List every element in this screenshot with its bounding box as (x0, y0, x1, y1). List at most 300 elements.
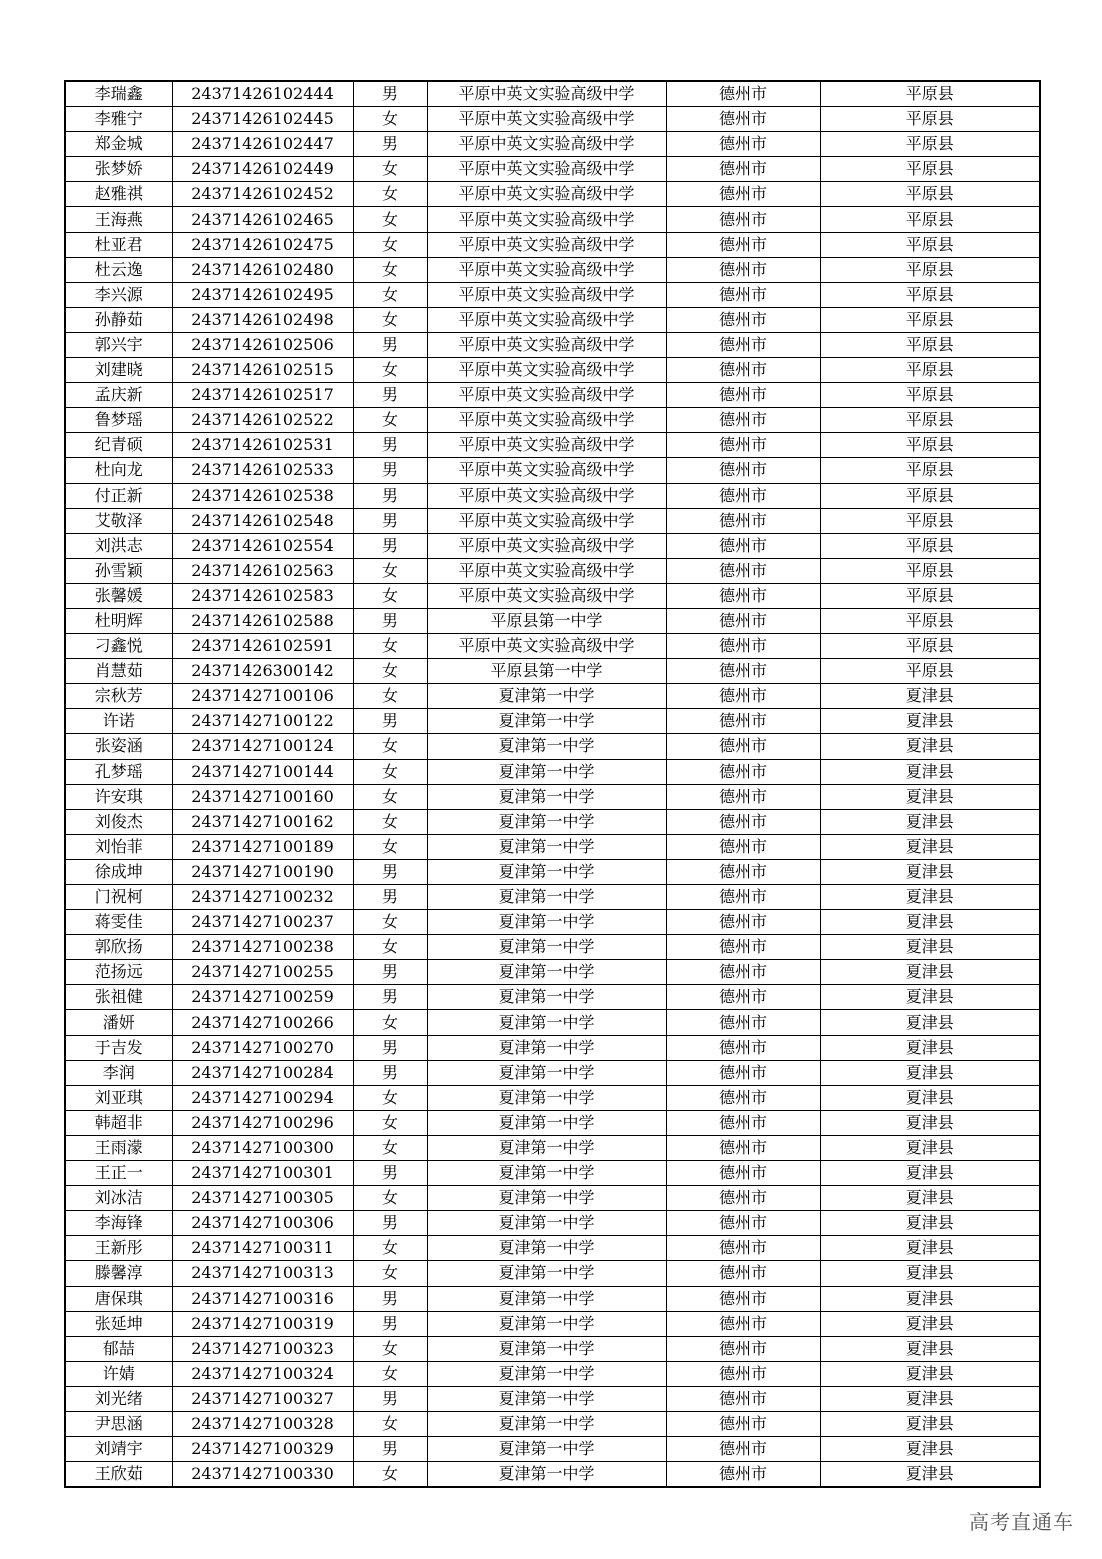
name-cell: 刘光绪 (65, 1386, 172, 1411)
name-cell: 孙静茹 (65, 307, 172, 332)
school-cell: 夏津第一中学 (427, 1386, 666, 1411)
county-cell: 夏津县 (820, 859, 1040, 884)
gender-cell: 女 (353, 1261, 427, 1286)
name-cell: 孙雪颖 (65, 558, 172, 583)
exam-number-cell: 24371427100313 (172, 1261, 353, 1286)
table-row (65, 1336, 1040, 1361)
county-cell: 夏津县 (820, 1236, 1040, 1261)
school-cell: 平原中英文实验高级中学 (427, 332, 666, 357)
school-cell: 平原中英文实验高级中学 (427, 81, 666, 107)
county-cell: 平原县 (820, 659, 1040, 684)
school-cell: 夏津第一中学 (427, 734, 666, 759)
gender-cell: 女 (353, 784, 427, 809)
gender-cell: 女 (353, 1186, 427, 1211)
county-cell: 平原县 (820, 583, 1040, 608)
gender-cell: 男 (353, 1437, 427, 1462)
city-cell: 德州市 (666, 608, 820, 633)
city-cell: 德州市 (666, 207, 820, 232)
city-cell: 德州市 (666, 282, 820, 307)
school-cell: 夏津第一中学 (427, 1261, 666, 1286)
gender-cell: 男 (353, 608, 427, 633)
city-cell: 德州市 (666, 533, 820, 558)
exam-number-cell: 24371426102506 (172, 332, 353, 357)
school-cell: 平原中英文实验高级中学 (427, 207, 666, 232)
exam-number-cell: 24371426102591 (172, 634, 353, 659)
county-cell: 平原县 (820, 81, 1040, 107)
exam-number-cell: 24371427100189 (172, 834, 353, 859)
gender-cell: 男 (353, 709, 427, 734)
school-cell: 平原中英文实验高级中学 (427, 433, 666, 458)
exam-number-cell: 24371427100330 (172, 1462, 353, 1488)
city-cell: 德州市 (666, 81, 820, 107)
gender-cell: 女 (353, 1236, 427, 1261)
city-cell: 德州市 (666, 1010, 820, 1035)
table-row (65, 508, 1040, 533)
gender-cell: 男 (353, 508, 427, 533)
county-cell: 夏津县 (820, 1186, 1040, 1211)
name-cell: 蒋雯佳 (65, 910, 172, 935)
county-cell: 夏津县 (820, 1035, 1040, 1060)
exam-number-cell: 24371427100305 (172, 1186, 353, 1211)
exam-number-cell: 24371426300142 (172, 659, 353, 684)
city-cell: 德州市 (666, 1462, 820, 1488)
city-cell: 德州市 (666, 1336, 820, 1361)
table-row (65, 107, 1040, 132)
name-cell: 张延坤 (65, 1311, 172, 1336)
county-cell: 夏津县 (820, 1010, 1040, 1035)
watermark-text: 高考直通车 (969, 1510, 1074, 1534)
exam-number-cell: 24371426102444 (172, 81, 353, 107)
table-row (65, 1361, 1040, 1386)
exam-number-cell: 24371427100306 (172, 1211, 353, 1236)
county-cell: 夏津县 (820, 1437, 1040, 1462)
name-cell: 杜向龙 (65, 458, 172, 483)
table-row (65, 809, 1040, 834)
table-row (65, 207, 1040, 232)
city-cell: 德州市 (666, 558, 820, 583)
name-cell: 付正新 (65, 483, 172, 508)
gender-cell: 男 (353, 81, 427, 107)
gender-cell: 女 (353, 232, 427, 257)
gender-cell: 女 (353, 282, 427, 307)
exam-number-cell: 24371426102480 (172, 257, 353, 282)
exam-number-cell: 24371427100284 (172, 1060, 353, 1085)
county-cell: 夏津县 (820, 960, 1040, 985)
name-cell: 郭欣扬 (65, 935, 172, 960)
table-row (65, 383, 1040, 408)
name-cell: 纪青硕 (65, 433, 172, 458)
city-cell: 德州市 (666, 734, 820, 759)
school-cell: 夏津第一中学 (427, 1311, 666, 1336)
school-cell: 平原中英文实验高级中学 (427, 408, 666, 433)
gender-cell: 男 (353, 383, 427, 408)
name-cell: 张梦娇 (65, 157, 172, 182)
table-row (65, 1010, 1040, 1035)
county-cell: 夏津县 (820, 834, 1040, 859)
name-cell: 徐成坤 (65, 859, 172, 884)
school-cell: 夏津第一中学 (427, 1161, 666, 1186)
city-cell: 德州市 (666, 1311, 820, 1336)
school-cell: 平原中英文实验高级中学 (427, 157, 666, 182)
name-cell: 刘亚琪 (65, 1085, 172, 1110)
school-cell: 平原中英文实验高级中学 (427, 132, 666, 157)
city-cell: 德州市 (666, 935, 820, 960)
school-cell: 平原中英文实验高级中学 (427, 558, 666, 583)
county-cell: 平原县 (820, 458, 1040, 483)
county-cell: 平原县 (820, 332, 1040, 357)
city-cell: 德州市 (666, 458, 820, 483)
name-cell: 孟庆新 (65, 383, 172, 408)
name-cell: 杜亚君 (65, 232, 172, 257)
county-cell: 夏津县 (820, 1135, 1040, 1160)
city-cell: 德州市 (666, 107, 820, 132)
exam-number-cell: 24371427100328 (172, 1411, 353, 1436)
gender-cell: 女 (353, 659, 427, 684)
gender-cell: 女 (353, 1336, 427, 1361)
city-cell: 德州市 (666, 132, 820, 157)
county-cell: 平原县 (820, 508, 1040, 533)
city-cell: 德州市 (666, 1286, 820, 1311)
county-cell: 夏津县 (820, 1286, 1040, 1311)
table-row (65, 1437, 1040, 1462)
school-cell: 平原中英文实验高级中学 (427, 257, 666, 282)
school-cell: 平原中英文实验高级中学 (427, 383, 666, 408)
city-cell: 德州市 (666, 157, 820, 182)
city-cell: 德州市 (666, 1186, 820, 1211)
exam-number-cell: 24371427100294 (172, 1085, 353, 1110)
school-cell: 平原中英文实验高级中学 (427, 182, 666, 207)
school-cell: 夏津第一中学 (427, 784, 666, 809)
gender-cell: 女 (353, 408, 427, 433)
table-row (65, 634, 1040, 659)
exam-number-cell: 24371427100238 (172, 935, 353, 960)
exam-number-cell: 24371426102583 (172, 583, 353, 608)
exam-number-cell: 24371427100329 (172, 1437, 353, 1462)
table-row (65, 985, 1040, 1010)
name-cell: 刘俊杰 (65, 809, 172, 834)
county-cell: 夏津县 (820, 1161, 1040, 1186)
table-row (65, 709, 1040, 734)
name-cell: 赵雅祺 (65, 182, 172, 207)
exam-number-cell: 24371426102495 (172, 282, 353, 307)
exam-number-cell: 24371426102588 (172, 608, 353, 633)
county-cell: 夏津县 (820, 1110, 1040, 1135)
gender-cell: 女 (353, 1462, 427, 1488)
table-row (65, 433, 1040, 458)
table-row (65, 960, 1040, 985)
name-cell: 李兴源 (65, 282, 172, 307)
table-row (65, 282, 1040, 307)
table-row (65, 1261, 1040, 1286)
table-row (65, 132, 1040, 157)
gender-cell: 女 (353, 107, 427, 132)
city-cell: 德州市 (666, 1211, 820, 1236)
table-row (65, 483, 1040, 508)
county-cell: 夏津县 (820, 809, 1040, 834)
county-cell: 夏津县 (820, 935, 1040, 960)
school-cell: 夏津第一中学 (427, 960, 666, 985)
city-cell: 德州市 (666, 1110, 820, 1135)
exam-number-cell: 24371426102498 (172, 307, 353, 332)
school-cell: 平原中英文实验高级中学 (427, 458, 666, 483)
city-cell: 德州市 (666, 1361, 820, 1386)
city-cell: 德州市 (666, 659, 820, 684)
county-cell: 夏津县 (820, 784, 1040, 809)
school-cell: 夏津第一中学 (427, 834, 666, 859)
school-cell: 夏津第一中学 (427, 1060, 666, 1085)
name-cell: 刘怡菲 (65, 834, 172, 859)
city-cell: 德州市 (666, 885, 820, 910)
city-cell: 德州市 (666, 859, 820, 884)
city-cell: 德州市 (666, 1161, 820, 1186)
school-cell: 平原中英文实验高级中学 (427, 483, 666, 508)
exam-number-cell: 24371426102445 (172, 107, 353, 132)
city-cell: 德州市 (666, 910, 820, 935)
gender-cell: 女 (353, 583, 427, 608)
school-cell: 夏津第一中学 (427, 1411, 666, 1436)
name-cell: 李海锋 (65, 1211, 172, 1236)
name-cell: 肖慧茹 (65, 659, 172, 684)
name-cell: 于吉发 (65, 1035, 172, 1060)
city-cell: 德州市 (666, 232, 820, 257)
name-cell: 王正一 (65, 1161, 172, 1186)
city-cell: 德州市 (666, 1035, 820, 1060)
school-cell: 夏津第一中学 (427, 1437, 666, 1462)
county-cell: 夏津县 (820, 1085, 1040, 1110)
name-cell: 郑金城 (65, 132, 172, 157)
school-cell: 平原中英文实验高级中学 (427, 634, 666, 659)
name-cell: 王新彤 (65, 1236, 172, 1261)
city-cell: 德州市 (666, 307, 820, 332)
school-cell: 平原中英文实验高级中学 (427, 358, 666, 383)
city-cell: 德州市 (666, 358, 820, 383)
roster-table (64, 80, 1041, 1488)
county-cell: 夏津县 (820, 910, 1040, 935)
table-row (65, 358, 1040, 383)
school-cell: 夏津第一中学 (427, 859, 666, 884)
school-cell: 夏津第一中学 (427, 1110, 666, 1135)
gender-cell: 男 (353, 1311, 427, 1336)
gender-cell: 男 (353, 1035, 427, 1060)
name-cell: 刁鑫悦 (65, 634, 172, 659)
city-cell: 德州市 (666, 1085, 820, 1110)
city-cell: 德州市 (666, 684, 820, 709)
county-cell: 夏津县 (820, 1336, 1040, 1361)
gender-cell: 女 (353, 182, 427, 207)
exam-number-cell: 24371427100124 (172, 734, 353, 759)
city-cell: 德州市 (666, 1386, 820, 1411)
gender-cell: 女 (353, 684, 427, 709)
county-cell: 平原县 (820, 383, 1040, 408)
name-cell: 韩超非 (65, 1110, 172, 1135)
roster-table-body (65, 81, 1040, 1487)
school-cell: 平原中英文实验高级中学 (427, 508, 666, 533)
exam-number-cell: 24371426102522 (172, 408, 353, 433)
gender-cell: 男 (353, 1161, 427, 1186)
gender-cell: 男 (353, 533, 427, 558)
school-cell: 夏津第一中学 (427, 985, 666, 1010)
table-row (65, 1462, 1040, 1488)
county-cell: 夏津县 (820, 985, 1040, 1010)
city-cell: 德州市 (666, 483, 820, 508)
exam-number-cell: 24371426102449 (172, 157, 353, 182)
city-cell: 德州市 (666, 809, 820, 834)
county-cell: 平原县 (820, 608, 1040, 633)
exam-number-cell: 24371426102563 (172, 558, 353, 583)
table-row (65, 1085, 1040, 1110)
school-cell: 平原中英文实验高级中学 (427, 107, 666, 132)
table-row (65, 81, 1040, 107)
exam-number-cell: 24371426102554 (172, 533, 353, 558)
exam-number-cell: 24371426102538 (172, 483, 353, 508)
name-cell: 刘建晓 (65, 358, 172, 383)
name-cell: 潘妍 (65, 1010, 172, 1035)
gender-cell: 女 (353, 207, 427, 232)
city-cell: 德州市 (666, 1060, 820, 1085)
city-cell: 德州市 (666, 257, 820, 282)
county-cell: 平原县 (820, 207, 1040, 232)
gender-cell: 男 (353, 132, 427, 157)
school-cell: 平原中英文实验高级中学 (427, 232, 666, 257)
table-row (65, 182, 1040, 207)
name-cell: 李瑞鑫 (65, 81, 172, 107)
gender-cell: 女 (353, 157, 427, 182)
exam-number-cell: 24371426102533 (172, 458, 353, 483)
county-cell: 平原县 (820, 408, 1040, 433)
gender-cell: 女 (353, 358, 427, 383)
exam-number-cell: 24371427100319 (172, 1311, 353, 1336)
county-cell: 夏津县 (820, 709, 1040, 734)
gender-cell: 男 (353, 483, 427, 508)
gender-cell: 男 (353, 1060, 427, 1085)
county-cell: 夏津县 (820, 885, 1040, 910)
county-cell: 平原县 (820, 307, 1040, 332)
name-cell: 许诺 (65, 709, 172, 734)
school-cell: 夏津第一中学 (427, 1336, 666, 1361)
school-cell: 平原县第一中学 (427, 608, 666, 633)
table-row (65, 1110, 1040, 1135)
county-cell: 夏津县 (820, 1361, 1040, 1386)
name-cell: 刘靖宇 (65, 1437, 172, 1462)
table-row (65, 1411, 1040, 1436)
school-cell: 平原中英文实验高级中学 (427, 583, 666, 608)
school-cell: 夏津第一中学 (427, 1186, 666, 1211)
school-cell: 夏津第一中学 (427, 709, 666, 734)
name-cell: 张馨媛 (65, 583, 172, 608)
name-cell: 唐保琪 (65, 1286, 172, 1311)
gender-cell: 女 (353, 1361, 427, 1386)
name-cell: 刘冰洁 (65, 1186, 172, 1211)
gender-cell: 男 (353, 433, 427, 458)
county-cell: 夏津县 (820, 1060, 1040, 1085)
gender-cell: 女 (353, 1411, 427, 1436)
exam-number-cell: 24371426102548 (172, 508, 353, 533)
table-row (65, 1236, 1040, 1261)
school-cell: 夏津第一中学 (427, 1135, 666, 1160)
city-cell: 德州市 (666, 182, 820, 207)
exam-number-cell: 24371427100327 (172, 1386, 353, 1411)
county-cell: 平原县 (820, 232, 1040, 257)
city-cell: 德州市 (666, 960, 820, 985)
city-cell: 德州市 (666, 383, 820, 408)
school-cell: 夏津第一中学 (427, 935, 666, 960)
gender-cell: 男 (353, 859, 427, 884)
name-cell: 许婧 (65, 1361, 172, 1386)
name-cell: 艾敬泽 (65, 508, 172, 533)
table-row (65, 1311, 1040, 1336)
school-cell: 夏津第一中学 (427, 684, 666, 709)
gender-cell: 男 (353, 960, 427, 985)
gender-cell: 男 (353, 985, 427, 1010)
exam-number-cell: 24371427100301 (172, 1161, 353, 1186)
county-cell: 平原县 (820, 558, 1040, 583)
gender-cell: 男 (353, 1286, 427, 1311)
city-cell: 德州市 (666, 784, 820, 809)
exam-number-cell: 24371427100160 (172, 784, 353, 809)
city-cell: 德州市 (666, 634, 820, 659)
name-cell: 宗秋芳 (65, 684, 172, 709)
name-cell: 李雅宁 (65, 107, 172, 132)
county-cell: 平原县 (820, 182, 1040, 207)
city-cell: 德州市 (666, 709, 820, 734)
city-cell: 德州市 (666, 408, 820, 433)
exam-number-cell: 24371426102447 (172, 132, 353, 157)
gender-cell: 女 (353, 809, 427, 834)
name-cell: 范扬远 (65, 960, 172, 985)
table-row (65, 1386, 1040, 1411)
county-cell: 夏津县 (820, 734, 1040, 759)
table-row (65, 157, 1040, 182)
name-cell: 尹思涵 (65, 1411, 172, 1436)
school-cell: 夏津第一中学 (427, 1085, 666, 1110)
school-cell: 夏津第一中学 (427, 1462, 666, 1488)
table-row (65, 784, 1040, 809)
county-cell: 平原县 (820, 132, 1040, 157)
city-cell: 德州市 (666, 508, 820, 533)
table-row (65, 583, 1040, 608)
gender-cell: 男 (353, 885, 427, 910)
city-cell: 德州市 (666, 1437, 820, 1462)
table-row (65, 608, 1040, 633)
exam-number-cell: 24371427100255 (172, 960, 353, 985)
table-row (65, 910, 1040, 935)
table-row (65, 859, 1040, 884)
exam-number-cell: 24371427100323 (172, 1336, 353, 1361)
name-cell: 王雨濛 (65, 1135, 172, 1160)
exam-number-cell: 24371427100324 (172, 1361, 353, 1386)
county-cell: 平原县 (820, 257, 1040, 282)
table-row (65, 734, 1040, 759)
table-row (65, 558, 1040, 583)
county-cell: 夏津县 (820, 1462, 1040, 1488)
table-row (65, 935, 1040, 960)
city-cell: 德州市 (666, 759, 820, 784)
exam-number-cell: 24371427100162 (172, 809, 353, 834)
name-cell: 门祝柯 (65, 885, 172, 910)
city-cell: 德州市 (666, 332, 820, 357)
exam-number-cell: 24371426102475 (172, 232, 353, 257)
exam-number-cell: 24371426102515 (172, 358, 353, 383)
exam-number-cell: 24371427100144 (172, 759, 353, 784)
gender-cell: 女 (353, 1135, 427, 1160)
table-row (65, 332, 1040, 357)
county-cell: 夏津县 (820, 684, 1040, 709)
name-cell: 郁喆 (65, 1336, 172, 1361)
gender-cell: 女 (353, 759, 427, 784)
exam-number-cell: 24371426102531 (172, 433, 353, 458)
table-row (65, 1035, 1040, 1060)
table-row (65, 1135, 1040, 1160)
